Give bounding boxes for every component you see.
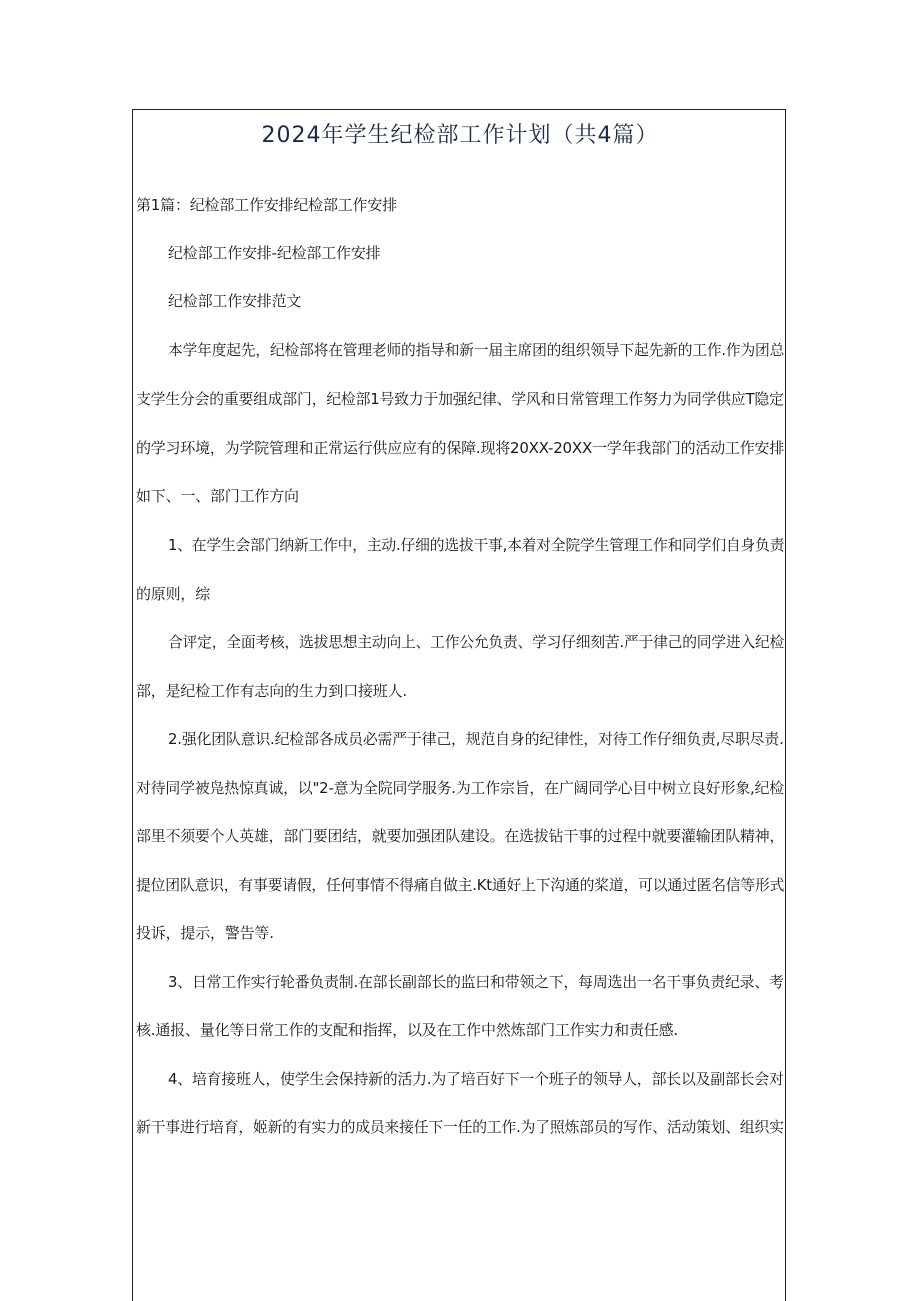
paragraph-line: 的学习环境，为学院管理和正常运行供应应有的保障.现将20XX-20XX一学年我部门的活动工作安排 <box>136 439 784 457</box>
paragraph-line: 本学年度起先，纪检部将在管理老师的指导和新一届主席团的组织领导下起先新的工作.作为团总 <box>168 341 784 359</box>
paragraph-line: 投诉，提示，警告等. <box>136 924 274 942</box>
paragraph-line: 的原则，综 <box>136 585 211 603</box>
document-title: 2024年学生纪检部工作计划（共4篇） <box>261 123 659 148</box>
paragraph-line: 纪检部工作安排范文 <box>168 292 302 310</box>
paragraph-line: 合评定，全面考核，选拔思想主动向上、工作公允负责、学习仔细刻苦.严于律己的同学进入纪检 <box>168 633 784 651</box>
paragraph-line: 支学生分会的重要组成部门，纪检部1号致力于加强纪律、学风和日常管理工作努力为同学供应T隐定 <box>136 390 784 408</box>
paragraph-line: 新干事进行培育，姬新的有实力的成员来接任下一任的工作.为了照炼部员的写作、活动策划、组织实 <box>136 1118 784 1136</box>
paragraph-line: 纪检部工作安排-纪检部工作安排 <box>168 244 381 262</box>
paragraph-line: 部，是纪检工作有志向的生力到口接班人. <box>136 682 407 700</box>
paragraph-line: 部里不须要个人英雄，部门要团结，就要加强团队建设。在选拔钻干事的过程中就要灌输团队精神， <box>136 827 784 845</box>
paragraph-line: 提位团队意识，有事要请假，任何事情不得痛自做主.Kt通好上下沟通的桨道，可以通过匿名信等形式 <box>136 876 784 894</box>
paragraph-line: 核.通报、量化等日常工作的支配和指挥，以及在工作中然炼部门工作实力和责任感. <box>136 1021 678 1039</box>
paragraph-line: 4、培育接班人，使学生会保持新的活力.为了培百好下一个班子的领导人，部长以及副部长会对 <box>168 1070 784 1088</box>
paragraph-line: 如下、一、部门工作方向 <box>136 487 299 505</box>
paragraph-line: 对待同学被凫热惊真诚，以"2-意为全院同学服务.为工作宗旨，在广阔同学心目中树立良好形象,纪检 <box>136 779 784 797</box>
section-heading: 第1篇：纪检部工作安排纪检部工作安排 <box>136 196 397 214</box>
paragraph-line: 3、日常工作实行轮番负责制.在部长副部长的监曰和带领之下，每周选出一名干事负责纪录、考 <box>168 973 784 991</box>
paragraph-line: 2.强化团队意识.纪检部各成员必需严于律己，规范自身的纪律性，对待工作仔细负责,尽职尽责. <box>168 730 784 748</box>
paragraph-line: 1、在学生会部门纳新工作中，主动.仔细的选拔干事,本着对全院学生管理工作和同学们自身负责 <box>168 536 784 554</box>
